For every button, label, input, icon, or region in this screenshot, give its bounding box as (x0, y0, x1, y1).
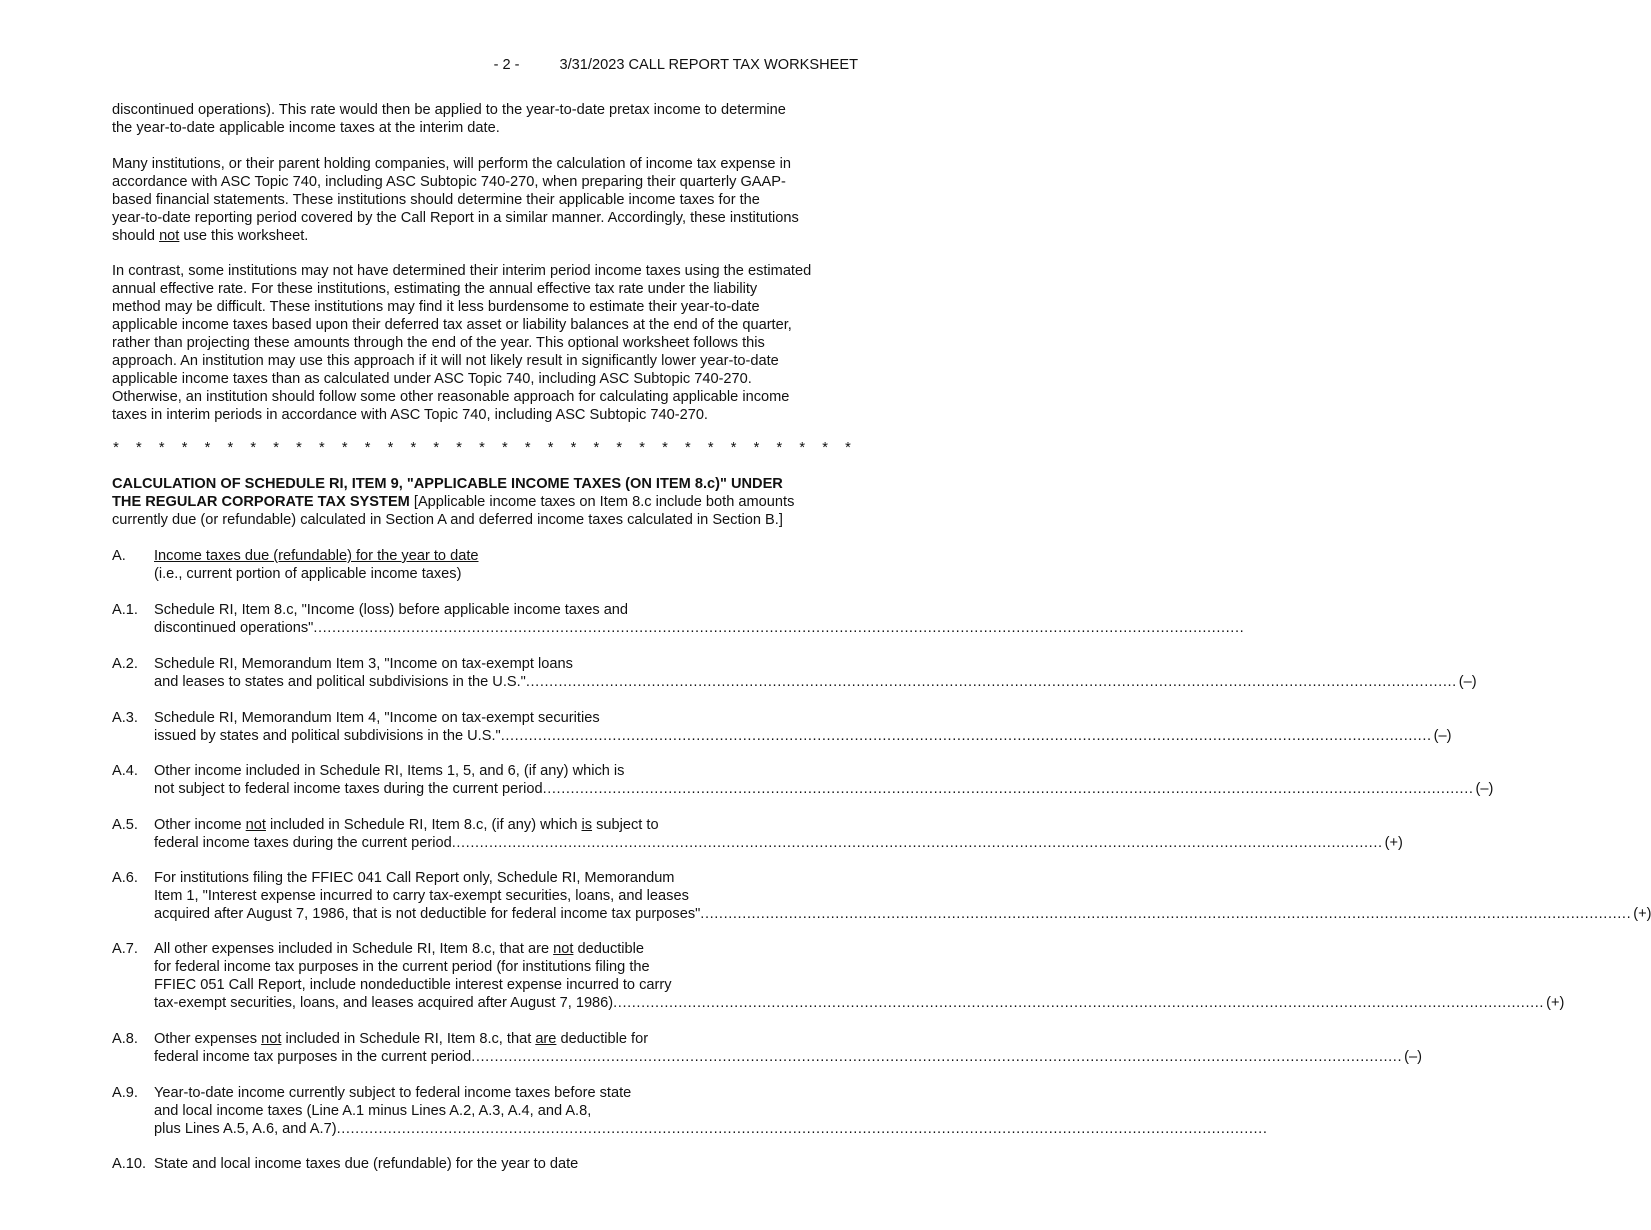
item-number: A.7. (112, 941, 138, 957)
item-number: A.1. (112, 602, 138, 618)
intro-paragraph-3 (112, 262, 860, 424)
page-header (0, 56, 858, 74)
separator-star: * (845, 440, 851, 456)
separator-star: * (273, 440, 279, 456)
item-text: Schedule RI, Item 8.c, "Income (loss) before applicable income taxes and (154, 602, 629, 618)
text-line: applicable income taxes than as calculated under ASC Topic 740, including ASC Subtopic 740-270. (112, 371, 752, 387)
text-line: discontinued operations). This rate would then be applied to the year-to-date pretax income to determine (112, 102, 786, 118)
item-number: A.3. (112, 710, 138, 726)
item-number: A.6. (112, 870, 138, 886)
operator-sign: (+) (1384, 835, 1403, 851)
separator-star: * (296, 440, 302, 456)
text-line: based financial statements. These institutions should determine their applicable income taxes for the (112, 192, 760, 208)
item-text: for federal income tax purposes in the current period (for institutions filing the (154, 959, 650, 975)
dot-leader: ........................................................................................................................................................................................................ (542, 781, 1474, 797)
text-line: approach. An institution may use this approach if it will not likely result in significantly lower year-to-date (112, 353, 779, 369)
separator-star: * (822, 440, 828, 456)
text-line: annual effective rate. For these institutions, estimating the annual effective tax rate under the liability (112, 281, 758, 297)
item-text: Item 1, "Interest expense incurred to carry tax-exempt securities, loans, and leases (154, 888, 689, 904)
item-text: Schedule RI, Memorandum Item 4, "Income on tax-exempt securities (154, 710, 600, 726)
item-text: Other income included in Schedule RI, Items 1, 5, and 6, (if any) which is (154, 763, 625, 779)
text-line: rather than projecting these amounts through the end of the year. This optional worksheet follows this (112, 335, 765, 351)
separator-star: * (776, 440, 783, 456)
item-text: federal income tax purposes in the current period (154, 1049, 472, 1065)
separator-star: * (319, 440, 325, 456)
operator-sign: (+) (1633, 906, 1651, 922)
separator-star: * (685, 440, 691, 456)
separator-star: * (387, 440, 394, 456)
heading-line (112, 493, 860, 511)
separator-star: * (181, 440, 188, 456)
item-text: FFIEC 051 Call Report, include nondeductible interest expense incurred to carry (154, 977, 672, 993)
item-number: A.5. (112, 817, 138, 833)
heading-line: currently due (or refundable) calculated in Section A and deferred income taxes calculated in Section B.] (112, 512, 783, 528)
dot-leader: ........................................................................................................................................................................................................ (500, 728, 1432, 744)
intro-paragraph-2 (112, 155, 860, 245)
separator-star: * (113, 440, 119, 456)
separator-star: * (639, 440, 645, 456)
text-fragment: should (112, 228, 160, 244)
separator-star: * (730, 440, 737, 456)
item-text: and leases to states and political subdivisions in the U.S." (154, 674, 526, 690)
dot-leader: ........................................................................................................................................................................................................ (613, 995, 1545, 1011)
text-line: Otherwise, an institution should follow some other reasonable approach for calculating applicable income (112, 389, 790, 405)
intro-paragraph-1 (112, 101, 860, 137)
separator-star: * (341, 440, 348, 456)
text-line: applicable income taxes based upon their deferred tax asset or liability balances at the end of the quarter, (112, 317, 792, 333)
separator-star: * (799, 440, 806, 456)
section-number: A. (112, 548, 126, 564)
text-fragment: use this worksheet. (179, 228, 309, 244)
item-number: A.4. (112, 763, 138, 779)
page-number: - 2 - (493, 57, 520, 73)
separator-star: * (547, 440, 554, 456)
document-title: 3/31/2023 CALL REPORT TAX WORKSHEET (559, 57, 858, 73)
operator-sign: (+) (1546, 995, 1565, 1011)
separator-star: * (662, 440, 668, 456)
operator-sign: (–) (1458, 674, 1477, 690)
calculation-heading (112, 475, 860, 529)
separator-star: * (753, 440, 760, 456)
item-text: issued by states and political subdivisions in the U.S." (154, 728, 501, 744)
separator-star: * (410, 440, 417, 456)
text-line: the year-to-date applicable income taxes at the interim date. (112, 120, 500, 136)
operator-sign: (–) (1433, 728, 1452, 744)
item-text: Other income not included in Schedule RI, Item 8.c, (if any) which is subject to (154, 817, 659, 833)
dot-leader: ........................................................................................................................................................................................................ (471, 1049, 1403, 1065)
heading-line: CALCULATION OF SCHEDULE RI, ITEM 9, "APPLICABLE INCOME TAXES (ON ITEM 8.c)" UNDER (112, 476, 783, 492)
text-line: year-to-date reporting period covered by the Call Report in a similar manner. Accordingly, these institutions (112, 210, 799, 226)
item-text: Year-to-date income currently subject to federal income taxes before state (154, 1085, 632, 1101)
text-fragment: [Applicable income taxes on Item 8.c include both amounts (409, 494, 795, 510)
item-text: State and local income taxes due (refundable) for the year to date (154, 1156, 579, 1172)
separator-star: * (707, 440, 714, 456)
text-line: Many institutions, or their parent holding companies, will perform the calculation of income tax expense in (112, 156, 791, 172)
text-line: accordance with ASC Topic 740, including ASC Subtopic 740-270, when preparing their quarterly GAAP- (112, 174, 786, 190)
separator-star: * (204, 440, 211, 456)
separator-star: * (456, 440, 462, 456)
item-number: A.2. (112, 656, 138, 672)
dot-leader: ........................................................................................................................................................................................................ (336, 1121, 1268, 1137)
item-text: federal income taxes during the current period (154, 835, 452, 851)
separator-star: * (158, 440, 165, 456)
separator-star: * (616, 440, 623, 456)
separator-star: * (479, 440, 485, 456)
item-text: plus Lines A.5, A.6, and A.7) (154, 1121, 337, 1137)
item-text: All other expenses included in Schedule RI, Item 8.c, that are not deductible (154, 941, 645, 957)
item-text: discontinued operations" (154, 620, 314, 636)
heading-bold: THE REGULAR CORPORATE TAX SYSTEM (112, 494, 410, 510)
item-text: not subject to federal income taxes during the current period (154, 781, 543, 797)
item-number: A.10. (112, 1156, 147, 1172)
separator-star: * (502, 440, 508, 456)
underlined-text: not (159, 228, 180, 244)
dot-leader: ........................................................................................................................................................................................................ (525, 674, 1457, 690)
separator-star: * (250, 440, 257, 456)
dot-leader: ........................................................................................................................................................................................................ (313, 620, 1245, 636)
dot-leader: ........................................................................................................................................................................................................ (700, 906, 1632, 922)
item-text: acquired after August 7, 1986, that is not deductible for federal income tax purposes" (154, 906, 701, 922)
item-text: Schedule RI, Memorandum Item 3, "Income on tax-exempt loans (154, 656, 573, 672)
item-text: For institutions filing the FFIEC 041 Call Report only, Schedule RI, Memorandum (154, 870, 675, 886)
separator-star: * (136, 440, 142, 456)
separator-star: * (593, 440, 600, 456)
separator-star: * (524, 440, 531, 456)
separator-star: * (227, 440, 234, 456)
text-line: taxes in interim periods in accordance with ASC Topic 740, including ASC Subtopic 740-270. (112, 407, 708, 423)
operator-sign: (–) (1404, 1049, 1422, 1065)
operator-sign: (–) (1475, 781, 1494, 797)
item-number: A.8. (112, 1031, 138, 1047)
item-number: A.9. (112, 1085, 138, 1101)
text-line: In contrast, some institutions may not have determined their interim period income taxes using the estimated (112, 263, 812, 279)
text-line (112, 227, 860, 245)
text-line: method may be difficult. These institutions may find it less burdensome to estimate their year-to-date (112, 299, 760, 315)
section-subtitle: (i.e., current portion of applicable income taxes) (154, 566, 462, 582)
separator-star: * (433, 440, 440, 456)
item-text: and local income taxes (Line A.1 minus Lines A.2, A.3, A.4, and A.8, (154, 1103, 592, 1119)
dot-leader: ........................................................................................................................................................................................................ (451, 835, 1383, 851)
separator-star: * (364, 440, 371, 456)
section-title: Income taxes due (refundable) for the year to date (154, 548, 479, 564)
item-text: tax-exempt securities, loans, and leases acquired after August 7, 1986) (154, 995, 614, 1011)
star-separator (112, 439, 852, 457)
item-text: Other expenses not included in Schedule RI, Item 8.c, that are deductible for (154, 1031, 649, 1047)
separator-star: * (570, 440, 577, 456)
